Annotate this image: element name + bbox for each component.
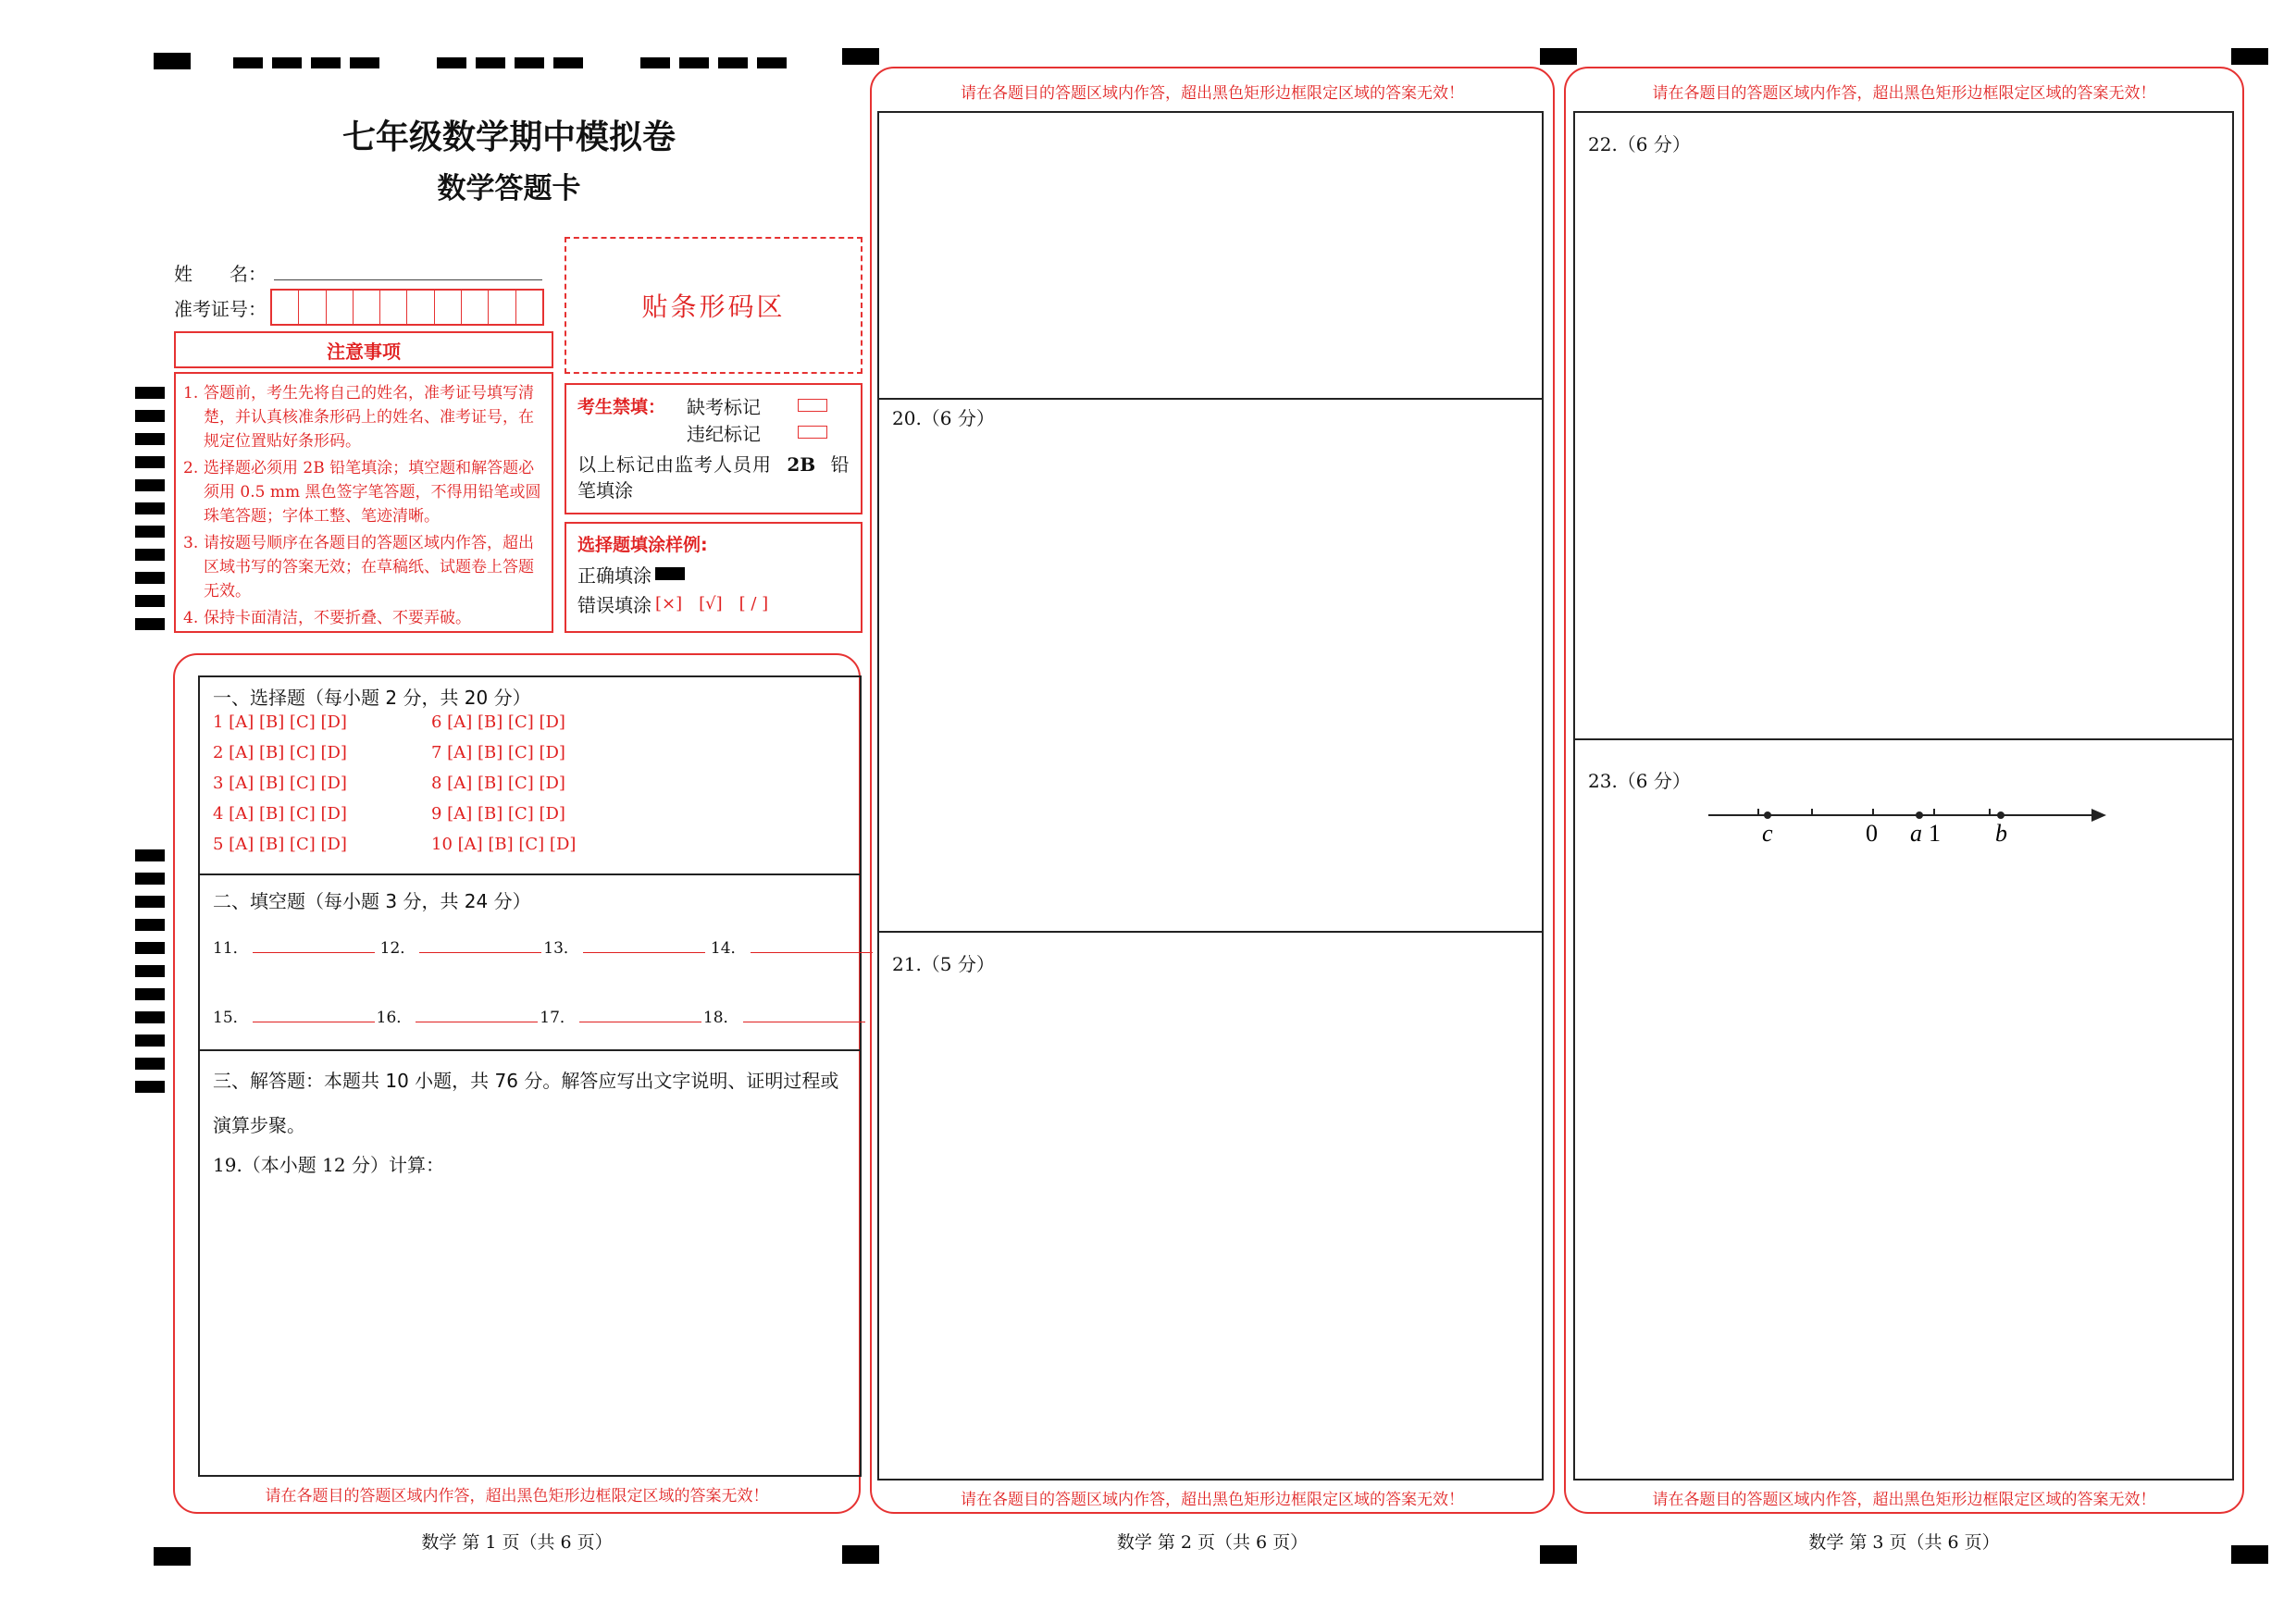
question-20-answer-area[interactable]: [879, 435, 1542, 929]
blank-line[interactable]: [419, 935, 541, 953]
warning-text: 请在各题目的答题区域内作答，超出黑色矩形边框限定区域的答案无效！: [961, 84, 1464, 103]
absent-label: 缺考标记: [687, 395, 761, 418]
timing-mark: [135, 410, 165, 422]
warning-text: 请在各题目的答题区域内作答，超出黑色矩形边框限定区域的答案无效！: [265, 1487, 769, 1505]
id-digit-box[interactable]: [489, 291, 515, 324]
choice-question-row[interactable]: 8 [A] [B] [C] [D]: [431, 774, 565, 793]
choice-question-row[interactable]: 10 [A] [B] [C] [D]: [431, 835, 577, 854]
notice-item: [183, 456, 542, 528]
timing-mark: [135, 433, 165, 445]
warning-text: 请在各题目的答题区域内作答，超出黑色矩形边框限定区域的答案无效！: [1652, 1491, 2156, 1509]
correct-fill-label: 正确填涂: [577, 564, 652, 587]
point-b: [1997, 812, 2004, 819]
card-subtitle: 数学答题卡: [437, 172, 581, 205]
notice-item-text: 请按题号顺序在各题目的答题区域内作答，超出区域书写的答案无效；在草稿纸、试题卷上答题无效。: [204, 534, 534, 601]
notice-item-number: 3.: [183, 534, 199, 552]
question-divider: [877, 398, 1544, 400]
timing-mark: [135, 1081, 165, 1093]
absent-mark-box[interactable]: [798, 399, 827, 412]
question-19-label: 19.（本小题 12 分）计算：: [213, 1154, 444, 1176]
timing-mark: [135, 595, 165, 607]
blank-line[interactable]: [743, 1005, 865, 1022]
question-divider: [1573, 738, 2234, 740]
timing-mark: [553, 57, 583, 68]
fill-sample-box: [565, 522, 863, 633]
notice-item: [183, 531, 542, 603]
choice-question-row[interactable]: 1 [A] [B] [C] [D]: [213, 712, 347, 732]
section1-title: 一、选择题（每小题 2 分，共 20 分）: [213, 687, 531, 709]
name-label: 姓 名：: [174, 263, 267, 285]
label-one: 1: [1929, 820, 1941, 847]
page-footer: 数学 第 3 页（共 6 页）: [1808, 1532, 2000, 1553]
notice-list: [183, 381, 542, 630]
wrong-fill-label: 错误填涂: [577, 593, 652, 616]
question-21-label: 21.（5 分）: [892, 953, 995, 975]
timing-mark: [135, 1058, 165, 1070]
question-21-answer-area[interactable]: [879, 981, 1542, 1479]
section2-title: 二、填空题（每小题 3 分，共 24 分）: [213, 890, 531, 912]
timing-mark: [718, 57, 748, 68]
forbidden-note: [577, 452, 850, 503]
timing-mark: [135, 618, 165, 630]
choice-question-row[interactable]: 2 [A] [B] [C] [D]: [213, 743, 347, 762]
question-19-answer-area[interactable]: [200, 1181, 860, 1475]
notice-item-number: 4.: [183, 609, 199, 627]
id-digit-box[interactable]: [354, 291, 380, 324]
wrong-fill-check: [√]: [699, 593, 723, 613]
blank-label: 15．: [213, 1009, 249, 1027]
label-c: c: [1762, 820, 1773, 847]
id-digit-box[interactable]: [272, 291, 299, 324]
timing-mark: [135, 572, 165, 584]
blank-label: 17．: [540, 1009, 576, 1027]
timing-mark: [135, 456, 165, 468]
question-22-answer-area[interactable]: [1575, 161, 2232, 737]
forbidden-note-text2: 铅: [830, 453, 850, 476]
timing-mark: [135, 1035, 165, 1047]
id-label: 准考证号：: [174, 298, 267, 320]
timing-mark: [135, 1011, 165, 1023]
barcode-label: 贴条形码区: [641, 291, 786, 322]
timing-mark: [476, 57, 505, 68]
label-a: a: [1910, 820, 1922, 847]
timing-mark: [679, 57, 709, 68]
point-a: [1916, 812, 1923, 819]
exam-title: 七年级数学期中模拟卷: [341, 118, 676, 156]
blank-line[interactable]: [253, 935, 375, 953]
blank-label: 11．: [213, 939, 249, 958]
forbidden-note-text3: 笔填涂: [577, 479, 633, 502]
choice-question-row[interactable]: 6 [A] [B] [C] [D]: [431, 712, 565, 732]
registration-mark: [154, 53, 191, 69]
page-footer: 数学 第 1 页（共 6 页）: [421, 1532, 613, 1553]
timing-mark: [640, 57, 670, 68]
fill-blanks-row2: [213, 1004, 865, 1027]
number-line-figure: [1703, 796, 2110, 851]
timing-mark: [757, 57, 787, 68]
blank-line[interactable]: [416, 1005, 538, 1022]
timing-mark: [135, 873, 165, 885]
id-boxes[interactable]: [270, 289, 544, 326]
id-digit-box[interactable]: [327, 291, 354, 324]
notice-item-number: 1.: [183, 384, 199, 403]
notice-item-number: 2.: [183, 459, 199, 477]
timing-mark: [135, 526, 165, 538]
point-c: [1764, 812, 1771, 819]
question-23-label: 23.（6 分）: [1588, 770, 1691, 792]
question-18-continued-area[interactable]: [879, 113, 1542, 396]
number-line-arrow: [2091, 809, 2106, 822]
question-23-answer-area[interactable]: [1575, 861, 2232, 1479]
notice-item-text: 答题前，考生先将自己的姓名，准考证号填写清楚，并认真核准条形码上的姓名、准考证号，在规定位置贴好条形码。: [204, 384, 534, 451]
choice-question-row[interactable]: 5 [A] [B] [C] [D]: [213, 835, 347, 854]
section-divider: [198, 1049, 862, 1051]
id-digit-box[interactable]: [299, 291, 326, 324]
label-zero: 0: [1866, 820, 1878, 847]
id-digit-box[interactable]: [435, 291, 462, 324]
question-divider: [877, 931, 1544, 933]
blank-line[interactable]: [751, 935, 873, 953]
timing-mark: [135, 919, 165, 931]
question-20-label: 20.（6 分）: [892, 407, 995, 429]
timing-mark: [135, 849, 165, 861]
blank-label: 14．: [710, 939, 747, 958]
notice-item-text: 保持卡面清洁，不要折叠、不要弄破。: [204, 609, 471, 627]
timing-mark: [135, 502, 165, 514]
name-field[interactable]: [274, 279, 542, 280]
fill-sample-title: 选择题填涂样例:: [577, 535, 708, 555]
correct-fill-sample: [655, 567, 685, 580]
forbidden-note-pencil: 2B: [787, 453, 816, 476]
forbidden-note-text: 以上标记由监考人员用: [577, 453, 772, 476]
choice-question-row[interactable]: 4 [A] [B] [C] [D]: [213, 804, 347, 824]
barcode-area[interactable]: [565, 237, 863, 374]
id-digit-box[interactable]: [407, 291, 434, 324]
notice-item: [183, 606, 542, 630]
wrong-fill-slash: [ / ]: [738, 593, 769, 613]
section3-title: 三、解答题：本题共 10 小题，共 76 分。解答应写出文字说明、证明过程或演算步聚。: [213, 1070, 839, 1136]
choice-question-row[interactable]: 3 [A] [B] [C] [D]: [213, 774, 347, 793]
timing-mark: [437, 57, 466, 68]
violation-mark-box[interactable]: [798, 426, 827, 439]
timing-mark: [135, 479, 165, 491]
choice-question-row[interactable]: 7 [A] [B] [C] [D]: [431, 743, 565, 762]
registration-mark: [842, 48, 879, 65]
notice-header: [174, 331, 553, 368]
forbidden-label: 考生禁填：: [577, 396, 666, 417]
notice-item: [183, 381, 542, 453]
blank-line[interactable]: [579, 1005, 701, 1022]
section-divider: [198, 873, 862, 875]
notice-title: 注意事项: [327, 340, 401, 363]
timing-mark: [233, 57, 263, 68]
wrong-fill-cross: [×]: [655, 593, 683, 613]
blank-label: 12．: [379, 939, 416, 958]
registration-mark: [1540, 48, 1577, 65]
registration-mark: [2231, 48, 2268, 65]
forbidden-box: [565, 383, 863, 514]
choice-question-row[interactable]: 9 [A] [B] [C] [D]: [431, 804, 565, 824]
fill-blanks-row1: [213, 935, 873, 958]
warning-text: 请在各题目的答题区域内作答，超出黑色矩形边框限定区域的答案无效！: [1652, 84, 2156, 103]
timing-mark: [135, 896, 165, 908]
timing-mark: [135, 387, 165, 399]
violation-label: 违纪标记: [687, 422, 761, 445]
id-digit-box[interactable]: [462, 291, 489, 324]
timing-mark: [350, 57, 379, 68]
notice-item-text: 选择题必须用 2B 铅笔填涂；填空题和解答题必须用 0.5 mm 黑色签字笔答题，不得用铅笔或圆珠笔答题；字体工整、笔迹清晰。: [204, 459, 541, 526]
blank-label: 16．: [376, 1009, 413, 1027]
id-digit-box[interactable]: [380, 291, 407, 324]
timing-mark: [135, 942, 165, 954]
timing-mark: [135, 988, 165, 1000]
page-footer: 数学 第 2 页（共 6 页）: [1116, 1532, 1309, 1553]
blank-label: 18．: [702, 1009, 739, 1027]
timing-mark: [311, 57, 341, 68]
notice-box: [174, 372, 553, 633]
id-digit-box[interactable]: [516, 291, 542, 324]
timing-mark: [515, 57, 544, 68]
timing-mark: [135, 549, 165, 561]
label-b: b: [1995, 820, 2007, 847]
blank-label: 13．: [543, 939, 579, 958]
timing-mark: [272, 57, 302, 68]
timing-mark: [135, 965, 165, 977]
question-22-label: 22.（6 分）: [1588, 133, 1691, 155]
blank-line[interactable]: [583, 935, 705, 953]
warning-text: 请在各题目的答题区域内作答，超出黑色矩形边框限定区域的答案无效！: [961, 1491, 1464, 1509]
blank-line[interactable]: [253, 1005, 375, 1022]
